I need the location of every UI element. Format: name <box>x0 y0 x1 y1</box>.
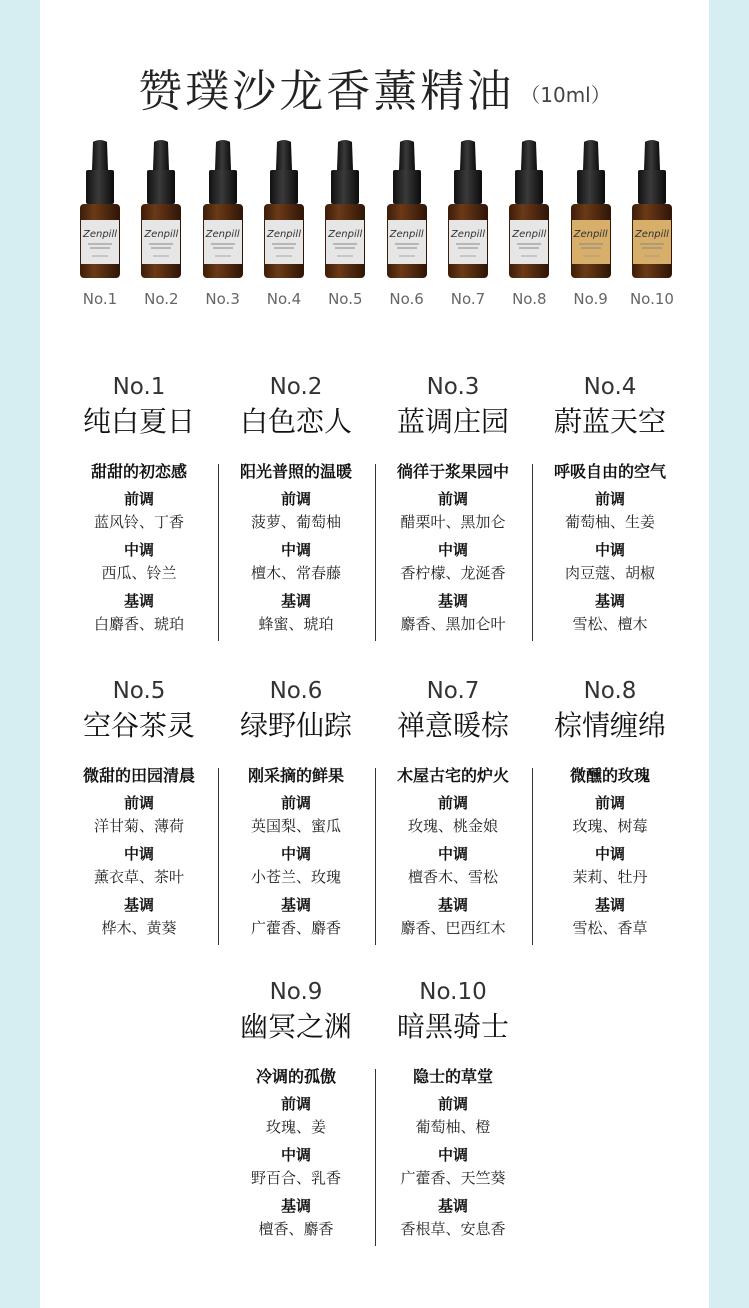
bottle-10 <box>628 140 676 315</box>
middle-note-label: 中调 <box>123 541 154 559</box>
bottle-number: No.2 <box>144 290 179 308</box>
bottle-brand: Zenpill <box>328 229 363 240</box>
middle-note-value: 野百合、乳香 <box>250 1169 341 1187</box>
dropper-bottle-icon <box>260 140 308 280</box>
bottle-1 <box>76 140 124 315</box>
base-note-label: 基调 <box>594 592 625 610</box>
bottle-number: No.6 <box>389 290 424 308</box>
bottle-brand: Zenpill <box>266 229 301 240</box>
top-note-label: 前调 <box>123 794 154 812</box>
product-number: No.9 <box>269 979 323 1005</box>
product-card <box>375 676 532 945</box>
base-note-label: 基调 <box>437 592 468 610</box>
product-number: No.4 <box>583 374 637 400</box>
product-tagline: 微醺的玫瑰 <box>569 766 650 785</box>
top-note-label: 前调 <box>437 490 468 508</box>
product-number: No.3 <box>426 374 480 400</box>
dropper-bottle-icon <box>321 140 369 280</box>
product-card <box>532 372 689 641</box>
middle-note-label: 中调 <box>437 541 468 559</box>
top-note-label: 前调 <box>280 794 311 812</box>
product-name: 纯白夏日 <box>82 405 195 438</box>
dropper-bottle-icon <box>505 140 553 280</box>
product-tagline: 徜徉于浆果园中 <box>396 462 509 481</box>
base-note-label: 基调 <box>280 896 311 914</box>
middle-note-label: 中调 <box>437 1146 468 1164</box>
dropper-bottle-icon <box>628 140 676 280</box>
product-number: No.7 <box>426 678 480 704</box>
bottle-number: No.7 <box>450 290 486 308</box>
product-number: No.1 <box>112 374 166 400</box>
dropper-bottle-icon <box>383 140 431 280</box>
base-note-label: 基调 <box>280 592 311 610</box>
product-group-2 <box>40 676 709 945</box>
middle-note-value: 檀香木、雪松 <box>407 868 498 886</box>
base-note-value: 香根草、安息香 <box>400 1220 506 1238</box>
bottle-number: No.8 <box>512 290 547 308</box>
bottle-brand: Zenpill <box>389 229 424 240</box>
product-number: No.2 <box>269 374 323 400</box>
base-note-value: 雪松、檀木 <box>572 615 648 633</box>
page-title: 赞璞沙龙香薰精油 <box>138 66 515 117</box>
bottle-brand: Zenpill <box>450 229 485 240</box>
bottle-4 <box>260 140 308 315</box>
base-note-value: 蜂蜜、琥珀 <box>258 615 334 633</box>
base-note-value: 桦木、黄葵 <box>101 919 177 937</box>
base-note-value: 麝香、巴西红木 <box>400 919 506 937</box>
bottle-2 <box>137 140 185 315</box>
bottle-row <box>76 140 676 315</box>
base-note-value: 白麝香、琥珀 <box>93 615 184 633</box>
product-name: 棕情缠绵 <box>553 709 666 742</box>
base-note-label: 基调 <box>280 1197 311 1215</box>
top-note-value: 玫瑰、桃金娘 <box>407 817 498 835</box>
top-note-value: 葡萄柚、生姜 <box>564 513 655 531</box>
dropper-bottle-icon <box>137 140 185 280</box>
base-note-value: 雪松、香草 <box>572 919 648 937</box>
product-card <box>61 372 218 641</box>
product-name: 禅意暖棕 <box>396 709 509 742</box>
top-note-value: 葡萄柚、橙 <box>415 1118 491 1136</box>
product-group-1 <box>40 372 709 641</box>
top-note-label: 前调 <box>437 794 468 812</box>
bottle-brand: Zenpill <box>144 229 179 240</box>
product-name: 蓝调庄园 <box>396 405 509 438</box>
product-name: 蔚蓝天空 <box>553 405 666 438</box>
product-name: 白色恋人 <box>239 405 352 438</box>
middle-note-value: 茉莉、牡丹 <box>572 868 648 886</box>
bottle-9 <box>567 140 615 315</box>
top-note-value: 英国梨、蜜瓜 <box>250 817 341 835</box>
bottle-brand: Zenpill <box>512 229 547 240</box>
middle-note-value: 檀木、常春藤 <box>250 564 341 582</box>
product-card <box>218 676 375 945</box>
middle-note-label: 中调 <box>280 845 311 863</box>
top-note-value: 菠萝、葡萄柚 <box>250 513 341 531</box>
dropper-bottle-icon <box>567 140 615 280</box>
dropper-bottle-icon <box>199 140 247 280</box>
middle-note-label: 中调 <box>594 541 625 559</box>
base-note-label: 基调 <box>594 896 625 914</box>
product-tagline: 甜甜的初恋感 <box>90 462 187 481</box>
bottle-brand: Zenpill <box>82 229 118 240</box>
product-card <box>218 372 375 641</box>
middle-note-label: 中调 <box>280 1146 311 1164</box>
product-tagline: 呼吸自由的空气 <box>553 462 666 481</box>
product-name: 暗黑骑士 <box>396 1010 509 1043</box>
bottle-number: No.4 <box>266 290 302 308</box>
page-subtitle: （10ml） <box>520 83 611 107</box>
page <box>40 0 709 1308</box>
product-tagline: 隐士的草堂 <box>412 1067 493 1086</box>
product-card <box>375 372 532 641</box>
top-note-value: 玫瑰、树莓 <box>572 817 648 835</box>
bottle-number: No.10 <box>629 290 674 308</box>
base-note-value: 广藿香、麝香 <box>250 919 341 937</box>
product-number: No.5 <box>112 678 166 704</box>
middle-note-label: 中调 <box>437 845 468 863</box>
bottle-brand: Zenpill <box>573 229 608 240</box>
product-tagline: 木屋古宅的炉火 <box>396 766 509 785</box>
bottle-number: No.3 <box>205 290 240 308</box>
base-note-label: 基调 <box>123 896 154 914</box>
middle-note-value: 小苍兰、玫瑰 <box>250 868 341 886</box>
bottle-3 <box>199 140 247 315</box>
title-row <box>40 58 709 117</box>
middle-note-value: 广藿香、天竺葵 <box>400 1169 506 1187</box>
middle-note-label: 中调 <box>280 541 311 559</box>
middle-note-label: 中调 <box>123 845 154 863</box>
base-note-value: 檀香、麝香 <box>258 1220 334 1238</box>
dropper-bottle-icon <box>76 140 124 280</box>
base-note-label: 基调 <box>123 592 154 610</box>
bottle-number: No.5 <box>328 290 363 308</box>
base-note-value: 麝香、黑加仑叶 <box>400 615 506 633</box>
top-note-label: 前调 <box>123 490 154 508</box>
dropper-bottle-icon <box>444 140 492 280</box>
product-card <box>61 676 218 945</box>
product-tagline: 刚采摘的鲜果 <box>247 766 344 785</box>
base-note-label: 基调 <box>437 896 468 914</box>
top-note-value: 蓝风铃、丁香 <box>93 513 184 531</box>
top-note-label: 前调 <box>594 794 625 812</box>
bottle-number: No.1 <box>82 290 118 308</box>
product-group-3 <box>40 977 709 1246</box>
top-note-value: 玫瑰、姜 <box>265 1118 326 1136</box>
product-tagline: 冷调的孤傲 <box>255 1067 336 1086</box>
product-number: No.8 <box>583 678 637 704</box>
middle-note-value: 西瓜、铃兰 <box>101 564 177 582</box>
middle-note-label: 中调 <box>594 845 625 863</box>
product-card <box>532 676 689 945</box>
product-tagline: 阳光普照的温暖 <box>239 462 352 481</box>
top-note-label: 前调 <box>280 1095 311 1113</box>
bottle-brand: Zenpill <box>205 229 240 240</box>
bottle-brand: Zenpill <box>634 229 669 240</box>
bottle-number: No.9 <box>573 290 608 308</box>
product-tagline: 微甜的田园清晨 <box>82 766 195 785</box>
product-name: 幽冥之渊 <box>239 1010 352 1043</box>
top-note-value: 醋栗叶、黑加仑 <box>400 513 506 531</box>
top-note-label: 前调 <box>280 490 311 508</box>
middle-note-value: 薰衣草、茶叶 <box>93 868 184 886</box>
product-name: 绿野仙踪 <box>239 709 352 742</box>
top-note-value: 洋甘菊、薄荷 <box>93 817 184 835</box>
bottle-7 <box>444 140 492 315</box>
product-number: No.6 <box>269 678 323 704</box>
bottle-6 <box>383 140 431 315</box>
top-note-label: 前调 <box>594 490 625 508</box>
product-card <box>218 977 375 1246</box>
product-card <box>375 977 532 1246</box>
bottle-5 <box>321 140 369 315</box>
middle-note-value: 香柠檬、龙涎香 <box>400 564 506 582</box>
bottle-8 <box>505 140 553 315</box>
base-note-label: 基调 <box>437 1197 468 1215</box>
middle-note-value: 肉豆蔻、胡椒 <box>564 564 655 582</box>
top-note-label: 前调 <box>437 1095 468 1113</box>
product-name: 空谷茶灵 <box>82 709 195 742</box>
product-number: No.10 <box>419 979 487 1005</box>
